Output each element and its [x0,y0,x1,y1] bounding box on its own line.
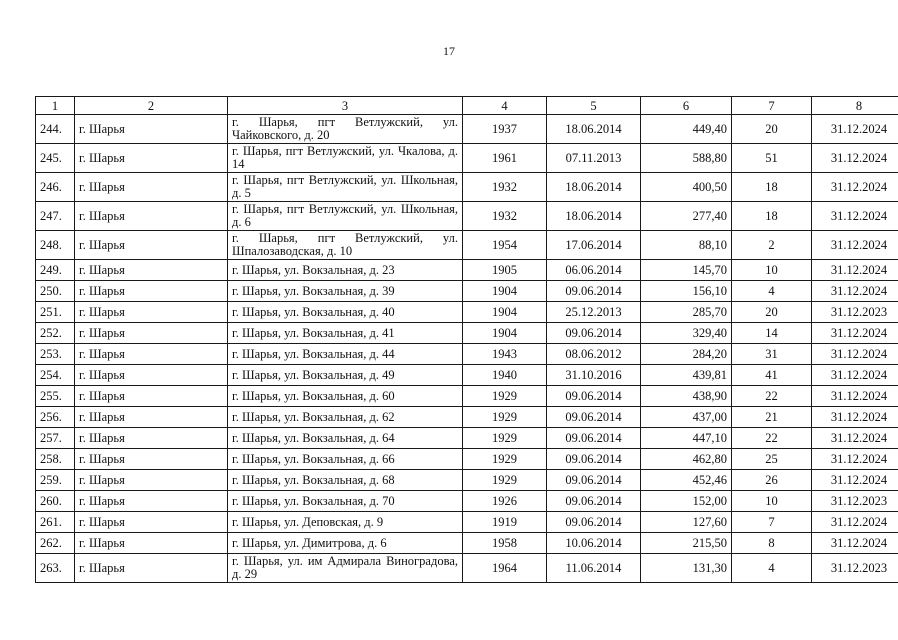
row-number: 259. [36,470,75,491]
city-cell: г. Шарья [75,144,228,173]
area-cell: 127,60 [641,512,732,533]
deadline-cell: 31.12.2024 [812,428,898,449]
year-cell: 1929 [463,470,547,491]
address-cell: г. Шарья, ул. Вокзальная, д. 68 [228,470,463,491]
row-number: 255. [36,386,75,407]
area-cell: 439,81 [641,365,732,386]
table-row [36,173,898,202]
address-cell: г. Шарья, ул. Вокзальная, д. 23 [228,260,463,281]
area-cell: 277,40 [641,202,732,231]
row-number: 245. [36,144,75,173]
year-cell: 1961 [463,144,547,173]
city-cell: г. Шарья [75,323,228,344]
date-cell: 18.06.2014 [547,173,641,202]
deadline-cell: 31.12.2024 [812,260,898,281]
year-cell: 1904 [463,281,547,302]
address-cell: г. Шарья, пгт Ветлужский, ул. Школьная, д. 6 [228,202,463,231]
year-cell: 1940 [463,365,547,386]
area-cell: 449,40 [641,115,732,144]
year-cell: 1929 [463,386,547,407]
city-cell: г. Шарья [75,173,228,202]
area-cell: 152,00 [641,491,732,512]
city-cell: г. Шарья [75,302,228,323]
area-cell: 438,90 [641,386,732,407]
quantity-cell: 20 [732,115,812,144]
year-cell: 1958 [463,533,547,554]
year-cell: 1919 [463,512,547,533]
column-header: 2 [75,97,228,115]
date-cell: 09.06.2014 [547,449,641,470]
row-number: 247. [36,202,75,231]
deadline-cell: 31.12.2023 [812,491,898,512]
column-header: 8 [812,97,898,115]
deadline-cell: 31.12.2024 [812,344,898,365]
table-row [36,512,898,533]
table-row [36,554,898,583]
table-row [36,491,898,512]
table-row [36,260,898,281]
year-cell: 1964 [463,554,547,583]
city-cell: г. Шарья [75,407,228,428]
year-cell: 1932 [463,202,547,231]
year-cell: 1904 [463,323,547,344]
city-cell: г. Шарья [75,365,228,386]
column-header: 4 [463,97,547,115]
area-cell: 156,10 [641,281,732,302]
row-number: 252. [36,323,75,344]
table-body [36,115,898,583]
year-cell: 1904 [463,302,547,323]
row-number: 251. [36,302,75,323]
table-row [36,115,898,144]
deadline-cell: 31.12.2024 [812,407,898,428]
city-cell: г. Шарья [75,231,228,260]
row-number: 262. [36,533,75,554]
address-cell: г. Шарья, ул. Вокзальная, д. 39 [228,281,463,302]
quantity-cell: 2 [732,231,812,260]
date-cell: 09.06.2014 [547,512,641,533]
area-cell: 131,30 [641,554,732,583]
city-cell: г. Шарья [75,260,228,281]
date-cell: 10.06.2014 [547,533,641,554]
deadline-cell: 31.12.2023 [812,554,898,583]
header-row [36,97,898,115]
date-cell: 17.06.2014 [547,231,641,260]
city-cell: г. Шарья [75,428,228,449]
area-cell: 400,50 [641,173,732,202]
quantity-cell: 20 [732,302,812,323]
deadline-cell: 31.12.2024 [812,173,898,202]
deadline-cell: 31.12.2024 [812,533,898,554]
quantity-cell: 22 [732,386,812,407]
date-cell: 11.06.2014 [547,554,641,583]
city-cell: г. Шарья [75,202,228,231]
deadline-cell: 31.12.2024 [812,365,898,386]
area-cell: 284,20 [641,344,732,365]
quantity-cell: 25 [732,449,812,470]
city-cell: г. Шарья [75,554,228,583]
quantity-cell: 51 [732,144,812,173]
table-row [36,202,898,231]
city-cell: г. Шарья [75,470,228,491]
year-cell: 1943 [463,344,547,365]
address-cell: г. Шарья, ул. Вокзальная, д. 49 [228,365,463,386]
quantity-cell: 22 [732,428,812,449]
date-cell: 09.06.2014 [547,323,641,344]
year-cell: 1929 [463,449,547,470]
area-cell: 462,80 [641,449,732,470]
page-number: 17 [443,44,455,58]
table-row [36,281,898,302]
address-cell: г. Шарья, ул. Вокзальная, д. 40 [228,302,463,323]
year-cell: 1954 [463,231,547,260]
deadline-cell: 31.12.2024 [812,386,898,407]
quantity-cell: 10 [732,491,812,512]
address-cell: г. Шарья, пгт Ветлужский, ул. Чкалова, д. 14 [228,144,463,173]
address-cell: г. Шарья, ул. Димитрова, д. 6 [228,533,463,554]
address-cell: г. Шарья, пгт Ветлужский, ул. Школьная, д. 5 [228,173,463,202]
row-number: 261. [36,512,75,533]
date-cell: 06.06.2014 [547,260,641,281]
quantity-cell: 26 [732,470,812,491]
city-cell: г. Шарья [75,512,228,533]
row-number: 258. [36,449,75,470]
area-cell: 285,70 [641,302,732,323]
year-cell: 1929 [463,407,547,428]
row-number: 256. [36,407,75,428]
deadline-cell: 31.12.2023 [812,302,898,323]
quantity-cell: 4 [732,554,812,583]
address-cell: г. Шарья, ул. Вокзальная, д. 44 [228,344,463,365]
area-cell: 437,00 [641,407,732,428]
date-cell: 08.06.2012 [547,344,641,365]
quantity-cell: 4 [732,281,812,302]
address-cell: г. Шарья, ул. Вокзальная, д. 64 [228,428,463,449]
date-cell: 09.06.2014 [547,428,641,449]
quantity-cell: 31 [732,344,812,365]
date-cell: 25.12.2013 [547,302,641,323]
quantity-cell: 41 [732,365,812,386]
column-header: 5 [547,97,641,115]
quantity-cell: 14 [732,323,812,344]
date-cell: 09.06.2014 [547,470,641,491]
column-header: 7 [732,97,812,115]
table-row [36,144,898,173]
city-cell: г. Шарья [75,344,228,365]
table-row [36,407,898,428]
row-number: 250. [36,281,75,302]
column-header: 1 [36,97,75,115]
address-cell: г. Шарья, пгт Ветлужский, ул. Шпалозаводская, д. 10 [228,231,463,260]
area-cell: 329,40 [641,323,732,344]
table-row [36,470,898,491]
city-cell: г. Шарья [75,449,228,470]
address-cell: г. Шарья, ул. Вокзальная, д. 41 [228,323,463,344]
address-cell: г. Шарья, ул. Вокзальная, д. 70 [228,491,463,512]
date-cell: 18.06.2014 [547,202,641,231]
row-number: 246. [36,173,75,202]
deadline-cell: 31.12.2024 [812,470,898,491]
city-cell: г. Шарья [75,386,228,407]
year-cell: 1937 [463,115,547,144]
deadline-cell: 31.12.2024 [812,512,898,533]
area-cell: 145,70 [641,260,732,281]
row-number: 253. [36,344,75,365]
quantity-cell: 18 [732,202,812,231]
address-cell: г. Шарья, ул. Деповская, д. 9 [228,512,463,533]
year-cell: 1905 [463,260,547,281]
address-cell: г. Шарья, ул. Вокзальная, д. 66 [228,449,463,470]
column-header: 3 [228,97,463,115]
address-cell: г. Шарья, пгт Ветлужский, ул. Чайковского, д. 20 [228,115,463,144]
city-cell: г. Шарья [75,281,228,302]
table-row [36,533,898,554]
date-cell: 18.06.2014 [547,115,641,144]
address-cell: г. Шарья, ул. им Адмирала Виноградова, д. 29 [228,554,463,583]
row-number: 257. [36,428,75,449]
city-cell: г. Шарья [75,491,228,512]
date-cell: 09.06.2014 [547,491,641,512]
deadline-cell: 31.12.2024 [812,202,898,231]
table-row [36,302,898,323]
deadline-cell: 31.12.2024 [812,449,898,470]
city-cell: г. Шарья [75,533,228,554]
area-cell: 588,80 [641,144,732,173]
row-number: 263. [36,554,75,583]
date-cell: 31.10.2016 [547,365,641,386]
deadline-cell: 31.12.2024 [812,231,898,260]
table-row [36,323,898,344]
address-cell: г. Шарья, ул. Вокзальная, д. 62 [228,407,463,428]
deadline-cell: 31.12.2024 [812,281,898,302]
table-row [36,386,898,407]
row-number: 254. [36,365,75,386]
row-number: 249. [36,260,75,281]
date-cell: 09.06.2014 [547,281,641,302]
quantity-cell: 21 [732,407,812,428]
area-cell: 452,46 [641,470,732,491]
table-row [36,344,898,365]
city-cell: г. Шарья [75,115,228,144]
deadline-cell: 31.12.2024 [812,144,898,173]
row-number: 260. [36,491,75,512]
deadline-cell: 31.12.2024 [812,323,898,344]
date-cell: 07.11.2013 [547,144,641,173]
year-cell: 1926 [463,491,547,512]
row-number: 244. [36,115,75,144]
area-cell: 447,10 [641,428,732,449]
table-row [36,231,898,260]
date-cell: 09.06.2014 [547,407,641,428]
quantity-cell: 7 [732,512,812,533]
year-cell: 1932 [463,173,547,202]
housing-registry-table [35,96,898,583]
date-cell: 09.06.2014 [547,386,641,407]
area-cell: 215,50 [641,533,732,554]
table-row [36,365,898,386]
area-cell: 88,10 [641,231,732,260]
address-cell: г. Шарья, ул. Вокзальная, д. 60 [228,386,463,407]
deadline-cell: 31.12.2024 [812,115,898,144]
quantity-cell: 18 [732,173,812,202]
quantity-cell: 8 [732,533,812,554]
table-row [36,449,898,470]
year-cell: 1929 [463,428,547,449]
table-row [36,428,898,449]
quantity-cell: 10 [732,260,812,281]
column-header: 6 [641,97,732,115]
row-number: 248. [36,231,75,260]
